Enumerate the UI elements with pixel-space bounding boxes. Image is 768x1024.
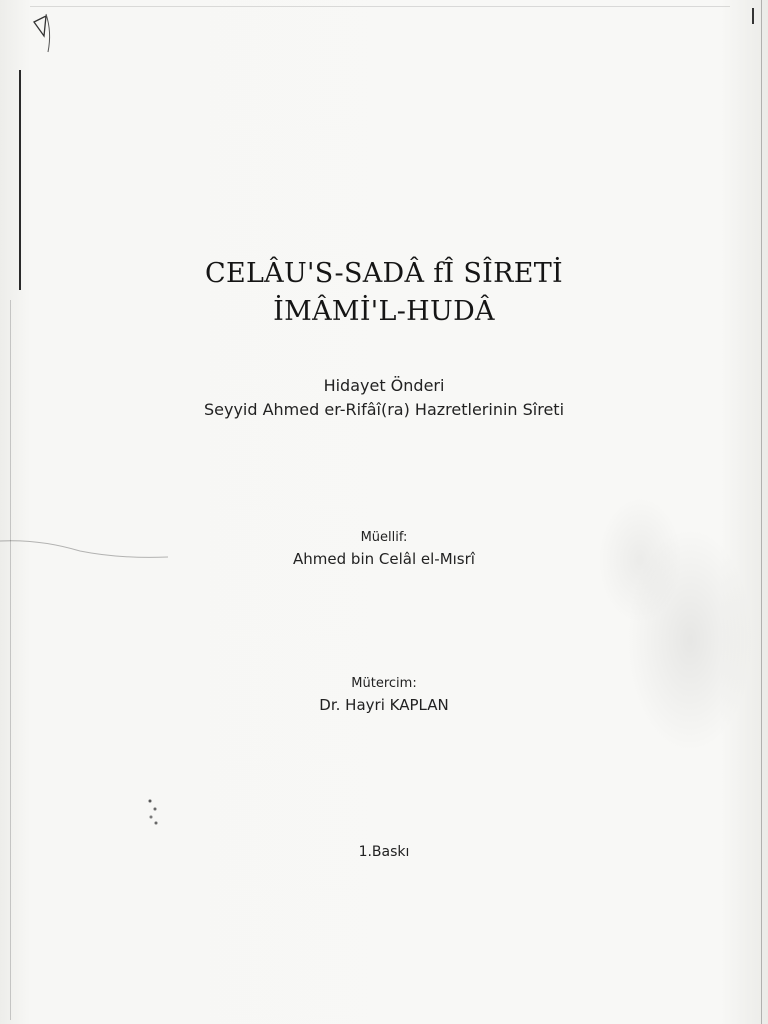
subtitle-line-1: Hidayet Önderi xyxy=(323,376,445,395)
author-name: Ahmed bin Celâl el-Mısrî xyxy=(293,550,475,568)
translator-section xyxy=(0,674,768,716)
book-subtitle xyxy=(0,374,768,422)
translator-name: Dr. Hayri KAPLAN xyxy=(319,696,449,714)
scan-top-edge xyxy=(30,6,730,7)
title-line-2: İMÂMİ'L-HUDÂ xyxy=(273,296,495,327)
scan-corner-mark xyxy=(752,8,754,24)
book-title xyxy=(0,255,768,331)
translator-label: Mütercim: xyxy=(351,676,417,691)
title-line-1: CELÂU'S-SADÂ fÎ SÎRETİ xyxy=(204,258,564,289)
author-label: Müellif: xyxy=(360,530,408,545)
author-section xyxy=(0,528,768,570)
ink-speck xyxy=(146,795,160,829)
scan-right-edge xyxy=(761,0,762,1024)
subtitle-line-2: Seyyid Ahmed er-Rifâî(ra) Hazretlerinin Sîreti xyxy=(203,400,565,419)
corner-fold-mark xyxy=(28,12,68,72)
edition-label: 1.Baskı xyxy=(358,844,410,860)
